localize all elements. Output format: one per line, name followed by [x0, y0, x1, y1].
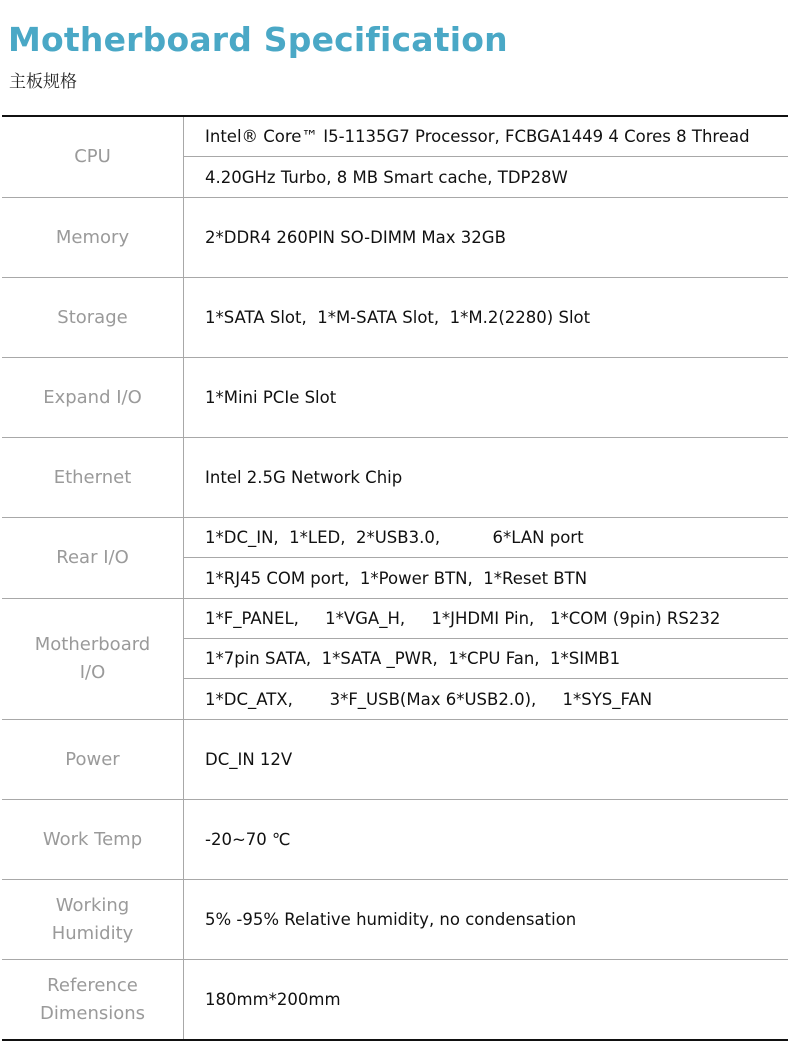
- spec-row-storage: [2, 278, 788, 358]
- spec-table: [2, 115, 788, 1041]
- spec-values: [184, 599, 788, 719]
- spec-value: DC_IN 12V: [205, 750, 293, 769]
- spec-value: 1*F_PANEL, 1*VGA_H, 1*JHDMI Pin, 1*COM (9pin) RS232: [184, 599, 788, 639]
- spec-value: 5% -95% Relative humidity, no condensation: [205, 910, 577, 929]
- spec-row-motherboard-io: [2, 599, 788, 720]
- spec-value: 2*DDR4 260PIN SO-DIMM Max 32GB: [205, 228, 506, 247]
- page-subtitle: 主板规格: [9, 72, 77, 92]
- spec-value: 1*DC_IN, 1*LED, 2*USB3.0, 6*LAN port: [184, 518, 788, 558]
- spec-row-work-temp: [2, 800, 788, 880]
- spec-values: [184, 117, 788, 197]
- page-title: Motherboard Specification: [8, 20, 508, 59]
- spec-value: 1*Mini PCIe Slot: [205, 388, 337, 407]
- spec-label: Reference Dimensions: [2, 960, 184, 1039]
- spec-row-cpu: [2, 117, 788, 198]
- spec-value: 1*SATA Slot, 1*M-SATA Slot, 1*M.2(2280) Slot: [205, 308, 591, 327]
- spec-row-reference-dimensions: [2, 960, 788, 1039]
- spec-value: 1*DC_ATX, 3*F_USB(Max 6*USB2.0), 1*SYS_FAN: [205, 689, 653, 709]
- spec-row-expand-io: [2, 358, 788, 438]
- spec-value: 1*RJ45 COM port, 1*Power BTN, 1*Reset BTN: [205, 568, 588, 588]
- spec-values: [184, 198, 788, 277]
- spec-value: 1*7pin SATA, 1*SATA _PWR, 1*CPU Fan, 1*SIMB1: [184, 639, 788, 679]
- spec-value: -20~70 ℃: [205, 830, 291, 849]
- spec-row-ethernet: [2, 438, 788, 518]
- spec-label: Power: [2, 720, 184, 799]
- spec-label: Storage: [2, 278, 184, 357]
- spec-values: [184, 518, 788, 598]
- spec-label: Memory: [2, 198, 184, 277]
- spec-values: [184, 880, 788, 959]
- spec-value: 4.20GHz Turbo, 8 MB Smart cache, TDP28W: [205, 167, 568, 187]
- spec-row-working-humidity: [2, 880, 788, 960]
- spec-label: Ethernet: [2, 438, 184, 517]
- spec-values: [184, 800, 788, 879]
- spec-label: Work Temp: [2, 800, 184, 879]
- spec-row-power: [2, 720, 788, 800]
- spec-values: [184, 278, 788, 357]
- spec-row-memory: [2, 198, 788, 278]
- spec-value: 180mm*200mm: [205, 990, 341, 1009]
- spec-value: Intel 2.5G Network Chip: [205, 468, 403, 487]
- spec-label: Motherboard I/O: [2, 599, 184, 719]
- spec-row-rear-io: [2, 518, 788, 599]
- spec-label: Working Humidity: [2, 880, 184, 959]
- spec-values: [184, 720, 788, 799]
- spec-values: [184, 358, 788, 437]
- spec-values: [184, 960, 788, 1039]
- spec-label: Rear I/O: [2, 518, 184, 598]
- spec-label: Expand I/O: [2, 358, 184, 437]
- spec-value: Intel® Core™ I5-1135G7 Processor, FCBGA1449 4 Cores 8 Thread: [184, 117, 788, 157]
- spec-values: [184, 438, 788, 517]
- spec-label: CPU: [2, 117, 184, 197]
